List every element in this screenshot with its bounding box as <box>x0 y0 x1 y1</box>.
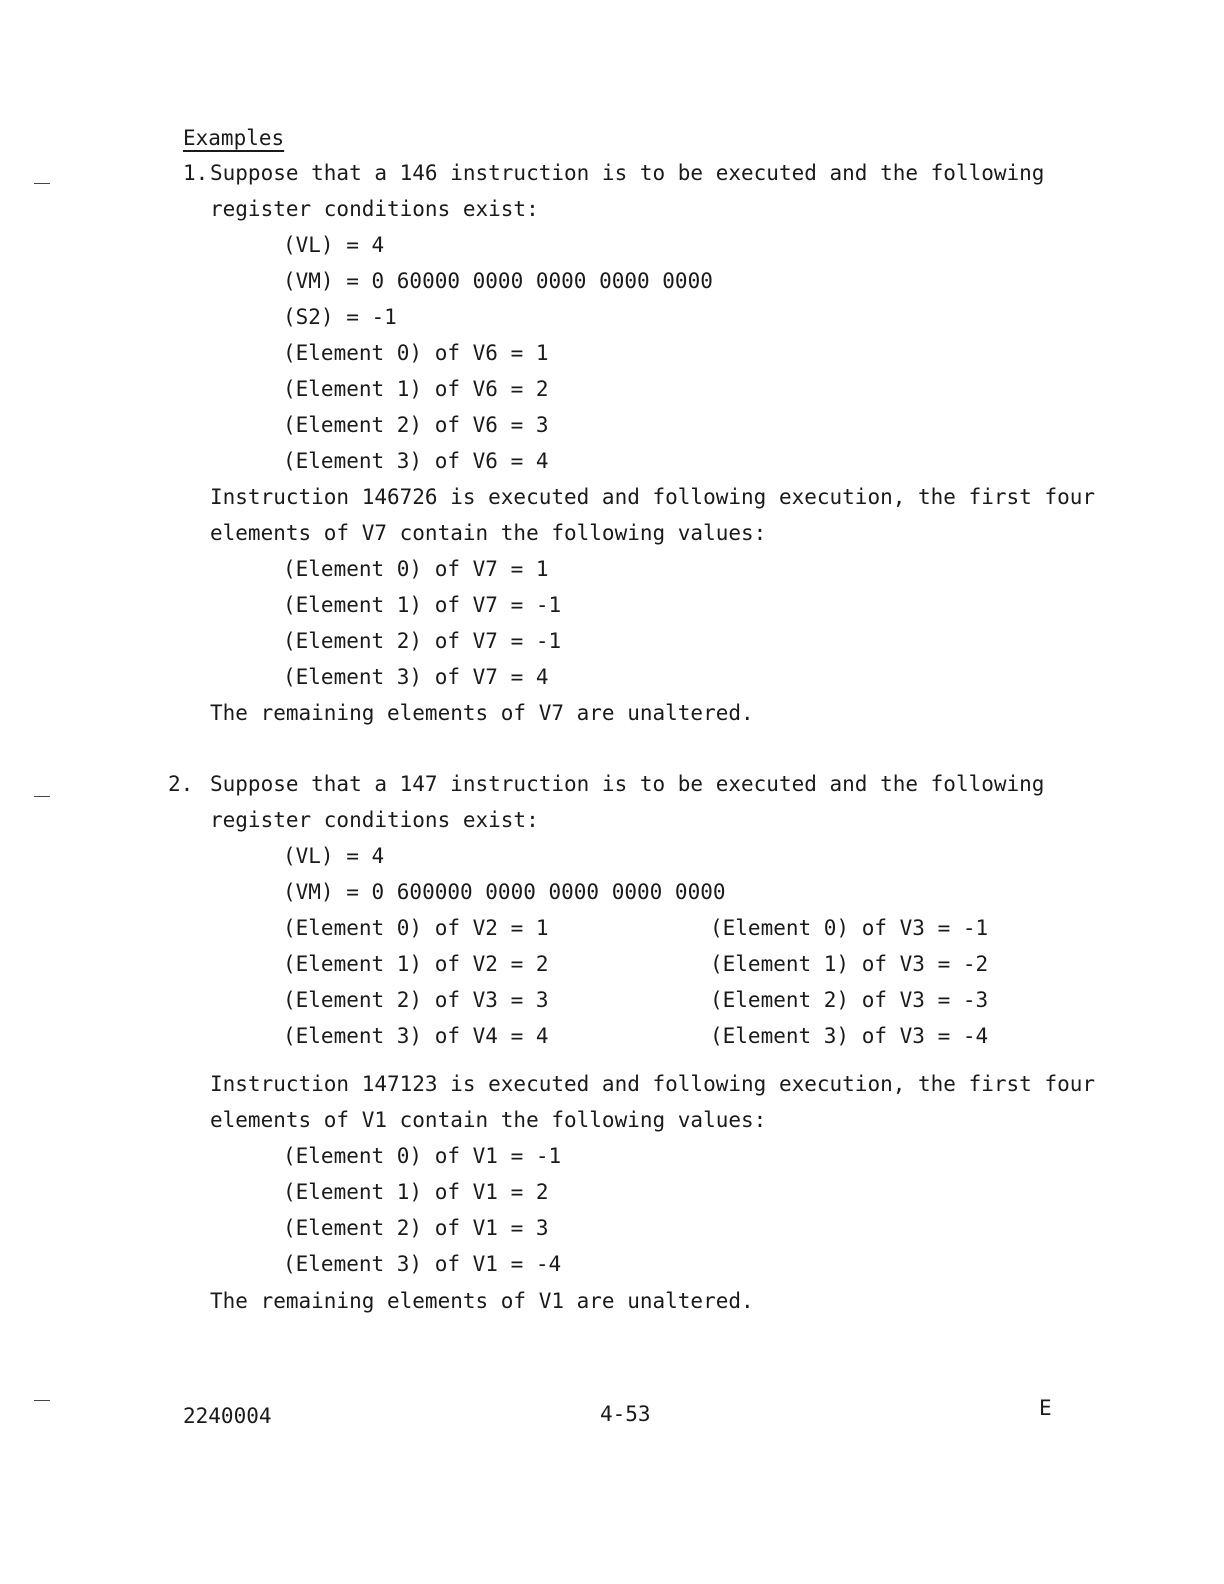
condition-line: (VL) = 4 <box>283 233 385 257</box>
condition-line: (Element 1) of V6 = 2 <box>283 377 549 401</box>
example-intro: register conditions exist: <box>210 808 539 832</box>
result-line: (Element 3) of V7 = 4 <box>283 665 549 689</box>
condition-line: (Element 0) of V6 = 1 <box>283 341 549 365</box>
result-line: (Element 0) of V1 = -1 <box>283 1144 562 1168</box>
footer-revision: E <box>1039 1396 1052 1420</box>
left-column-line: (Element 3) of V4 = 4 <box>283 1024 549 1048</box>
result-intro: elements of V1 contain the following values: <box>210 1108 767 1132</box>
result-line: (Element 1) of V7 = -1 <box>283 593 562 617</box>
condition-line: (S2) = -1 <box>283 305 397 329</box>
example-intro: register conditions exist: <box>210 197 539 221</box>
closing-line: The remaining elements of V7 are unaltered. <box>210 701 754 725</box>
condition-line: (VM) = 0 600000 0000 0000 0000 0000 <box>283 880 726 904</box>
condition-line: (Element 3) of V6 = 4 <box>283 449 549 473</box>
result-line: (Element 0) of V7 = 1 <box>283 557 549 581</box>
result-intro: elements of V7 contain the following values: <box>210 521 767 545</box>
left-column-line: (Element 0) of V2 = 1 <box>283 916 549 940</box>
example-number: 2. <box>168 772 194 796</box>
condition-line: (VL) = 4 <box>283 844 385 868</box>
result-line: (Element 1) of V1 = 2 <box>283 1180 549 1204</box>
footer-page-number: 4-53 <box>600 1402 651 1426</box>
example-number: 1. <box>183 161 209 185</box>
result-line: (Element 2) of V1 = 3 <box>283 1216 549 1240</box>
margin-mark <box>34 183 50 184</box>
closing-line: The remaining elements of V1 are unaltered. <box>210 1289 754 1313</box>
margin-mark <box>34 1400 50 1401</box>
left-column-line: (Element 2) of V3 = 3 <box>283 988 549 1012</box>
result-intro: Instruction 146726 is executed and following execution, the first four <box>210 485 1096 509</box>
left-column-line: (Element 1) of V2 = 2 <box>283 952 549 976</box>
result-line: (Element 2) of V7 = -1 <box>283 629 562 653</box>
margin-mark <box>34 796 50 797</box>
right-column-line: (Element 3) of V3 = -4 <box>710 1024 989 1048</box>
condition-line: (VM) = 0 60000 0000 0000 0000 0000 <box>283 269 713 293</box>
condition-line: (Element 2) of V6 = 3 <box>283 413 549 437</box>
footer-doc-number: 2240004 <box>183 1404 272 1428</box>
result-line: (Element 3) of V1 = -4 <box>283 1252 562 1276</box>
example-intro: Suppose that a 147 instruction is to be executed and the following <box>210 772 1045 796</box>
section-heading: Examples <box>183 126 285 150</box>
result-intro: Instruction 147123 is executed and following execution, the first four <box>210 1072 1096 1096</box>
right-column-line: (Element 2) of V3 = -3 <box>710 988 989 1012</box>
right-column-line: (Element 1) of V3 = -2 <box>710 952 989 976</box>
right-column-line: (Element 0) of V3 = -1 <box>710 916 989 940</box>
example-intro: Suppose that a 146 instruction is to be executed and the following <box>210 161 1045 185</box>
